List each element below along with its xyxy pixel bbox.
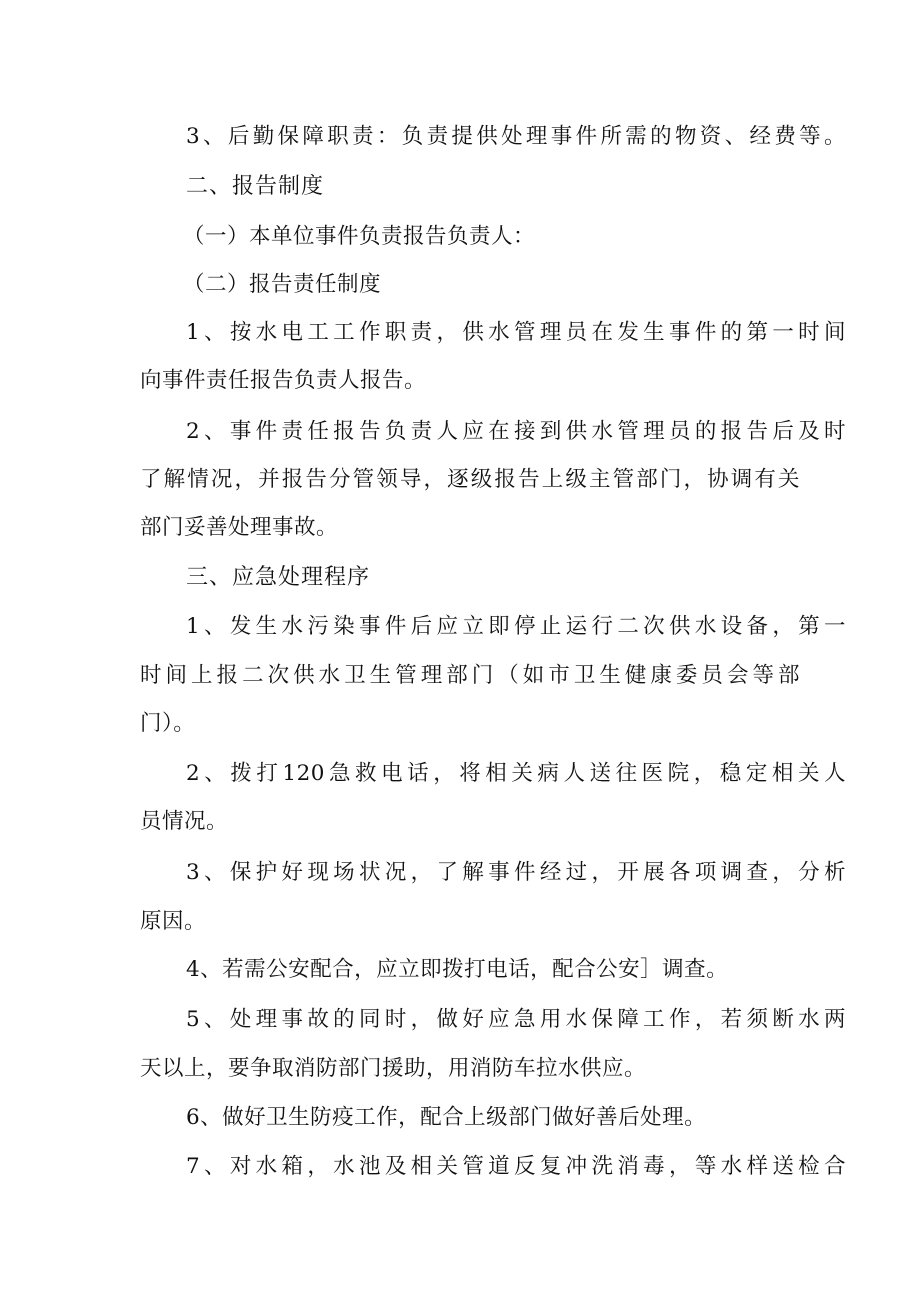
paragraph-line: 时间上报二次供水卫生管理部门（如市卫生健康委员会等部 <box>140 663 800 688</box>
paragraph-line: 了解情况，并报告分管领导，逐级报告上级主管部门，协调有关 <box>140 467 800 492</box>
section-heading-reporting-system: 二、报告制度 <box>186 174 325 199</box>
subsection-reporting-person: （一）本单位事件负责报告负责人： <box>183 224 536 249</box>
paragraph-line: 2、事件责任报告负责人应在接到供水管理员的报告后及时 <box>186 419 846 444</box>
paragraph-line: 6、做好卫生防疫工作，配合上级部门做好善后处理。 <box>186 1105 707 1130</box>
paragraph-line: 4、若需公安配合，应立即拨打电话，配合公安］调查。 <box>186 957 729 982</box>
paragraph-line: 原因。 <box>140 909 207 934</box>
paragraph-line: 部门妥善处理事故。 <box>140 515 339 540</box>
paragraph-line: 员情况。 <box>140 809 229 834</box>
paragraph-line: 2、拨打120急救电话，将相关病人送往医院，稳定相关人 <box>186 761 846 786</box>
paragraph-line: 天以上，要争取消防部门援助，用消防车拉水供应。 <box>140 1056 647 1081</box>
paragraph-line: 7、对水箱，水池及相关管道反复冲洗消毒，等水样送检合 <box>186 1154 846 1179</box>
paragraph-line: 1、按水电工工作职责，供水管理员在发生事件的第一时间 <box>186 320 846 345</box>
paragraph-line: 向事件责任报告负责人报告。 <box>140 368 427 393</box>
paragraph-line: 1、发生水污染事件后应立即停止运行二次供水设备，第一 <box>186 614 846 639</box>
paragraph-logistics-duty: 3、后勤保障职责：负责提供处理事件所需的物资、经费等。 <box>186 124 846 149</box>
paragraph-line: 门）。 <box>140 711 196 736</box>
paragraph-line: 5、处理事故的同时，做好应急用水保障工作，若须断水两 <box>186 1007 846 1032</box>
subsection-reporting-responsibility: （二）报告责任制度 <box>183 272 382 297</box>
paragraph-line: 3、保护好现场状况，了解事件经过，开展各项调查，分析 <box>186 860 846 885</box>
section-heading-emergency-procedure: 三、应急处理程序 <box>186 565 371 590</box>
